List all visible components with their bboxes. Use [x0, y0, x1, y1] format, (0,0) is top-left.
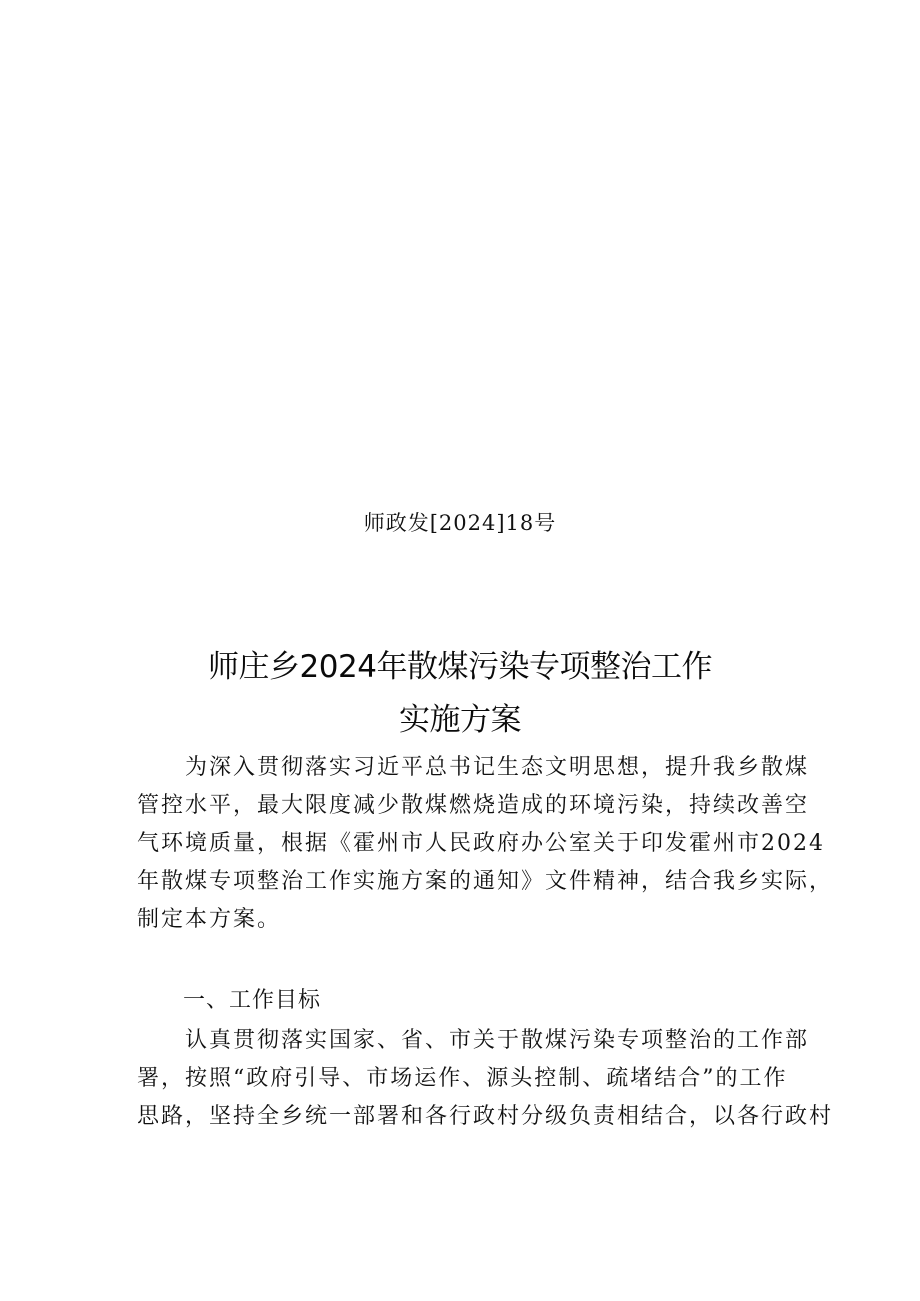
- paragraph-line: 思路，坚持全乡统一部署和各行政村分级负责相结合，以各行政村: [137, 1104, 834, 1129]
- intro-paragraph: [137, 749, 834, 939]
- document-title-line-2: 实施方案: [399, 702, 521, 738]
- paragraph-line: 署，按照“政府引导、市场运作、源头控制、疏堵结合”的工作: [137, 1066, 788, 1091]
- document-number: 师政发[2024]18号: [363, 511, 557, 535]
- document-title-line-1: 师庄乡2024年散煤污染专项整治工作: [208, 649, 712, 685]
- paragraph-line: 认真贯彻落实国家、省、市关于散煤污染专项整治的工作部: [185, 1028, 810, 1053]
- section1-paragraph: [137, 1022, 834, 1136]
- section-heading-work-goals: 一、工作目标: [183, 988, 322, 1013]
- paragraph-line: 年散煤专项整治工作实施方案的通知》文件精神，结合我乡实际，: [137, 869, 834, 894]
- paragraph-line: 管控水平，最大限度减少散煤燃烧造成的环境污染，持续改善空: [137, 793, 810, 818]
- paragraph-line: 为深入贯彻落实习近平总书记生态文明思想，提升我乡散煤: [185, 755, 810, 780]
- paragraph-line: 气环境质量，根据《霍州市人民政府办公室关于印发霍州市2024: [137, 831, 825, 856]
- paragraph-line: 制定本方案。: [137, 907, 282, 932]
